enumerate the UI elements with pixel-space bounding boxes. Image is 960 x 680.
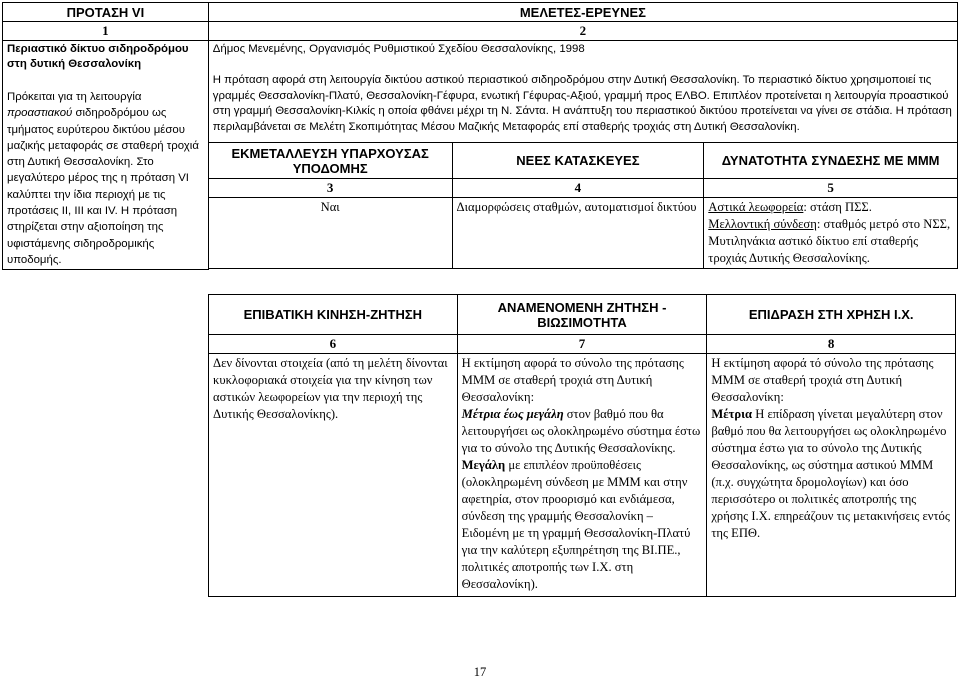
col3-number: 3	[208, 179, 452, 198]
connection-mmm-value	[704, 198, 958, 269]
future-connection-text: : σταθμός μετρό στο ΝΣΣ, Μυτιληνάκια αστικό δίκτυο επί σταθερής τροχιάς Δυτικής Θεσσαλονίκης.	[708, 217, 951, 266]
header-passenger-demand: ΕΠΙΒΑΤΙΚΗ ΚΙΝΗΣΗ-ΖΗΤΗΣΗ	[209, 295, 458, 335]
col2-number: 2	[208, 22, 957, 41]
header-new-construction: ΝΕΕΣ ΚΑΤΑΣΚΕΥΕΣ	[452, 143, 704, 179]
col7-number: 7	[457, 335, 707, 354]
studies-paragraph: Η πρόταση αφορά στη λειτουργία δικτύου αστικού περιαστικού σιδηροδρόμου στην Δυτική Θεσσαλονίκη. Το περιαστικό δίκτυο χρησιμοποιεί τις γραμμές Θεσσαλονίκη-Πλατύ, Θεσσαλονίκη-Γέφυρα, ενωτική Γέφυρας-Αξιού, γραμμή προς ΕΛΒΟ. Επιπλέον προτείνεται η λειτουργία προαστικού στη γραμμή Θεσσαλονίκη-Κιλκίς η οποία φθάνει μέχρι τη Ν. Σάντα. Η ανάπτυξη του περιαστικού δικτύου προτείνεται να γίνει σε στάδια. Η πρόταση περιλαμβάνεται σε Μελέτη Σκοπιμότητας Μέσου Μαζικής Μεταφοράς επί σταθερής τροχιάς στη Δυτική Θεσσαλονίκη.	[212, 74, 952, 133]
col6-number: 6	[209, 335, 458, 354]
passenger-demand-value: Δεν δίνονται στοιχεία (από τη μελέτη δίνονται κυκλοφοριακά στοιχεία για την κίνηση των αστικών λεωφορείων για την περιοχή της Δυτικής Θεσσαλονίκης).	[209, 354, 458, 597]
col8-number: 8	[707, 335, 956, 354]
right-header: ΜΕΛΕΤΕΣ-ΕΡΕΥΝΕΣ	[208, 3, 957, 22]
header-existing-infrastructure: ΕΚΜΕΤΑΛΛΕΥΣΗ ΥΠΑΡΧΟΥΣΑΣ ΥΠΟΔΟΜΗΣ	[208, 143, 452, 179]
urban-bus-label: Αστικά λεωφορεία	[708, 200, 804, 215]
col5-number: 5	[704, 179, 958, 198]
expected-demand-intro: Η εκτίμηση αφορά το σύνολο της πρότασης ΜΜΜ σε σταθερή τροχιά στη Δυτική Θεσσαλονίκη:	[461, 356, 684, 404]
expected-demand-text-1: στον βαθμό που θα λειτουργήσει ως ολοκληρωμένο σύστημα έστω για το σύνολο της Δυτικής Θεσσαλονίκης.	[461, 407, 701, 455]
proposal-body	[7, 89, 204, 268]
future-connection-label: Μελλοντική σύνδεση	[708, 217, 817, 232]
car-use-text: Η επίδραση γίνεται μεγαλύτερη στον βαθμό που θα λειτουργήσει ως ολοκληρωμένο σύστημα έστω για το σύνολο της Δυτικής Θεσσαλονίκης, ως σύστημα αστικού ΜΜΜ (π.χ. συγχώτητα δρομολογίων) και όσο περισσότερο οι πολιτικές αποτροπής της χρήσης Ι.Χ. επηρεάζουν τις μετακινήσεις εντός της ΕΠΘ.	[711, 407, 950, 540]
existing-infrastructure-value: Ναι	[208, 198, 452, 269]
proposal-description	[3, 41, 209, 270]
bottom-table	[208, 294, 956, 597]
col1-number: 1	[3, 22, 209, 41]
expected-demand-rating-2: Μεγάλη	[461, 458, 506, 472]
new-construction-value: Διαμορφώσεις σταθμών, αυτοματισμοί δικτύου	[452, 198, 704, 269]
col4-number: 4	[452, 179, 704, 198]
proposal-body-rest: σιδηροδρόμου ως τμήματος ευρύτερου δικτύου μέσου μαζικής μεταφοράς σε σταθερή τροχιά στη Δυτική Θεσσαλονίκη. Στο μεγαλύτερο μέρος της η πρόταση VI καλύπτει την ίδια περιοχή με τις προτάσεις II, III και IV. Η πρόταση στηρίζεται στην αξιοποίηση της υφιστάμενης σιδηροδρομικής υποδομής.	[7, 107, 199, 266]
header-expected-demand: ΑΝΑΜΕΝΟΜΕΝΗ ΖΗΤΗΣΗ - ΒΙΩΣΙΜΟΤΗΤΑ	[457, 295, 707, 335]
proposal-body-italic: προαστιακού	[7, 107, 73, 120]
car-use-rating: Μέτρια	[711, 407, 753, 421]
expected-demand-text-2: με επιπλέον προϋποθέσεις (ολοκληρωμένη σύνδεση με ΜΜΜ και στην αφετηρία, στον προορισμό και ενδιάμεσα, σύνδεση της γραμμής Θεσσαλονίκη – Ειδομένη με τη γραμμή Θεσσαλονίκη-Πλατύ για την καλύτερη εξυπηρέτηση της ΒΙ.ΠΕ., πολιτικές αποτροπής των Ι.Χ. στη Θεσσαλονίκη).	[461, 458, 691, 591]
studies-line: Δήμος Μενεμένης, Οργανισμός Ρυθμιστικού Σχεδίου Θεσσαλονίκης, 1998	[212, 43, 585, 55]
urban-bus-text: : στάση ΠΣΣ.	[803, 200, 872, 215]
car-use-effect-value	[707, 354, 956, 597]
proposal-body-start: Πρόκειται για τη λειτουργία	[7, 91, 142, 103]
proposal-title: Περιαστικό δίκτυο σιδηροδρόμου στη δυτική Θεσσαλονίκη	[7, 43, 189, 70]
header-car-use-effect: ΕΠΙΔΡΑΣΗ ΣΤΗ ΧΡΗΣΗ Ι.Χ.	[707, 295, 956, 335]
car-use-intro: Η εκτίμηση αφορά τό σύνολο της πρότασης ΜΜΜ σε σταθερή τροχιά στη Δυτική Θεσσαλονίκη:	[711, 356, 934, 404]
top-table	[2, 2, 958, 270]
studies-cell	[208, 41, 957, 143]
expected-demand-rating-1: Μέτρια έως μεγάλη	[461, 407, 564, 421]
header-connection-mmm: ΔΥΝΑΤΟΤΗΤΑ ΣΥΝΔΕΣΗΣ ΜΕ ΜΜΜ	[704, 143, 958, 179]
expected-demand-value	[457, 354, 707, 597]
page-number: 17	[473, 665, 487, 679]
left-header: ΠΡΟΤΑΣΗ VI	[3, 3, 209, 22]
